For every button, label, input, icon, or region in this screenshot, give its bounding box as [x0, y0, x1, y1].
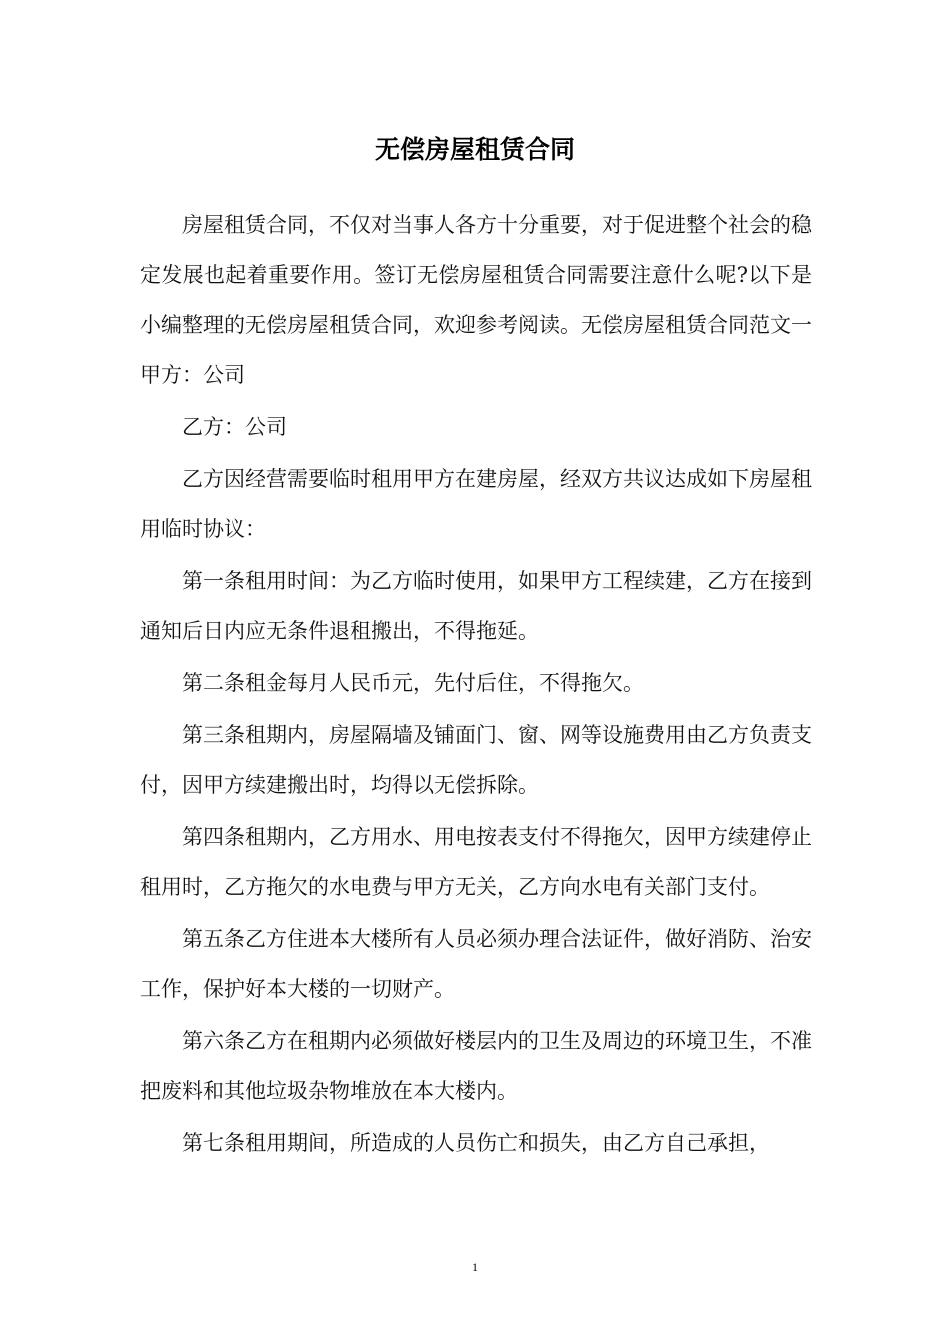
- paragraph-article-4: 第四条租期内，乙方用水、用电按表支付不得拖欠，因甲方续建停止租用时，乙方拖欠的水电费与甲方无关，乙方向水电有关部门支付。: [140, 825, 812, 899]
- page-number: 1: [472, 1260, 478, 1274]
- document-title: 无偿房屋租赁合同: [374, 135, 575, 164]
- paragraph-party-b: 乙方：公司: [182, 415, 287, 439]
- paragraph-article-1: 第一条租用时间：为乙方临时使用，如果甲方工程续建，乙方在接到通知后日内应无条件退租搬出，不得拖延。: [140, 569, 812, 643]
- paragraph-intro: 房屋租赁合同，不仅对当事人各方十分重要，对于促进整个社会的稳定发展也起着重要作用。签订无偿房屋租赁合同需要注意什么呢?以下是小编整理的无偿房屋租赁合同，欢迎参考阅读。无偿房屋租赁合同范文一甲方：公司: [140, 213, 812, 387]
- document-body: [140, 200, 812, 1170]
- paragraph-article-2: 第二条租金每月人民币元，先付后住，不得拖欠。: [182, 671, 644, 695]
- paragraph-article-3: 第三条租期内，房屋隔墙及铺面门、窗、网等设施费用由乙方负责支付，因甲方续建搬出时，均得以无偿拆除。: [140, 723, 812, 797]
- paragraph-agreement-intro: 乙方因经营需要临时租用甲方在建房屋，经双方共议达成如下房屋租用临时协议：: [140, 467, 812, 541]
- paragraph-article-5: 第五条乙方住进本大楼所有人员必须办理合法证件，做好消防、治安工作，保护好本大楼的一切财产。: [140, 927, 812, 1001]
- paragraph-article-6: 第六条乙方在租期内必须做好楼层内的卫生及周边的环境卫生，不准把废料和其他垃圾杂物堆放在本大楼内。: [140, 1029, 812, 1103]
- paragraph-article-7: 第七条租用期间，所造成的人员伤亡和损失，由乙方自己承担，: [182, 1131, 770, 1155]
